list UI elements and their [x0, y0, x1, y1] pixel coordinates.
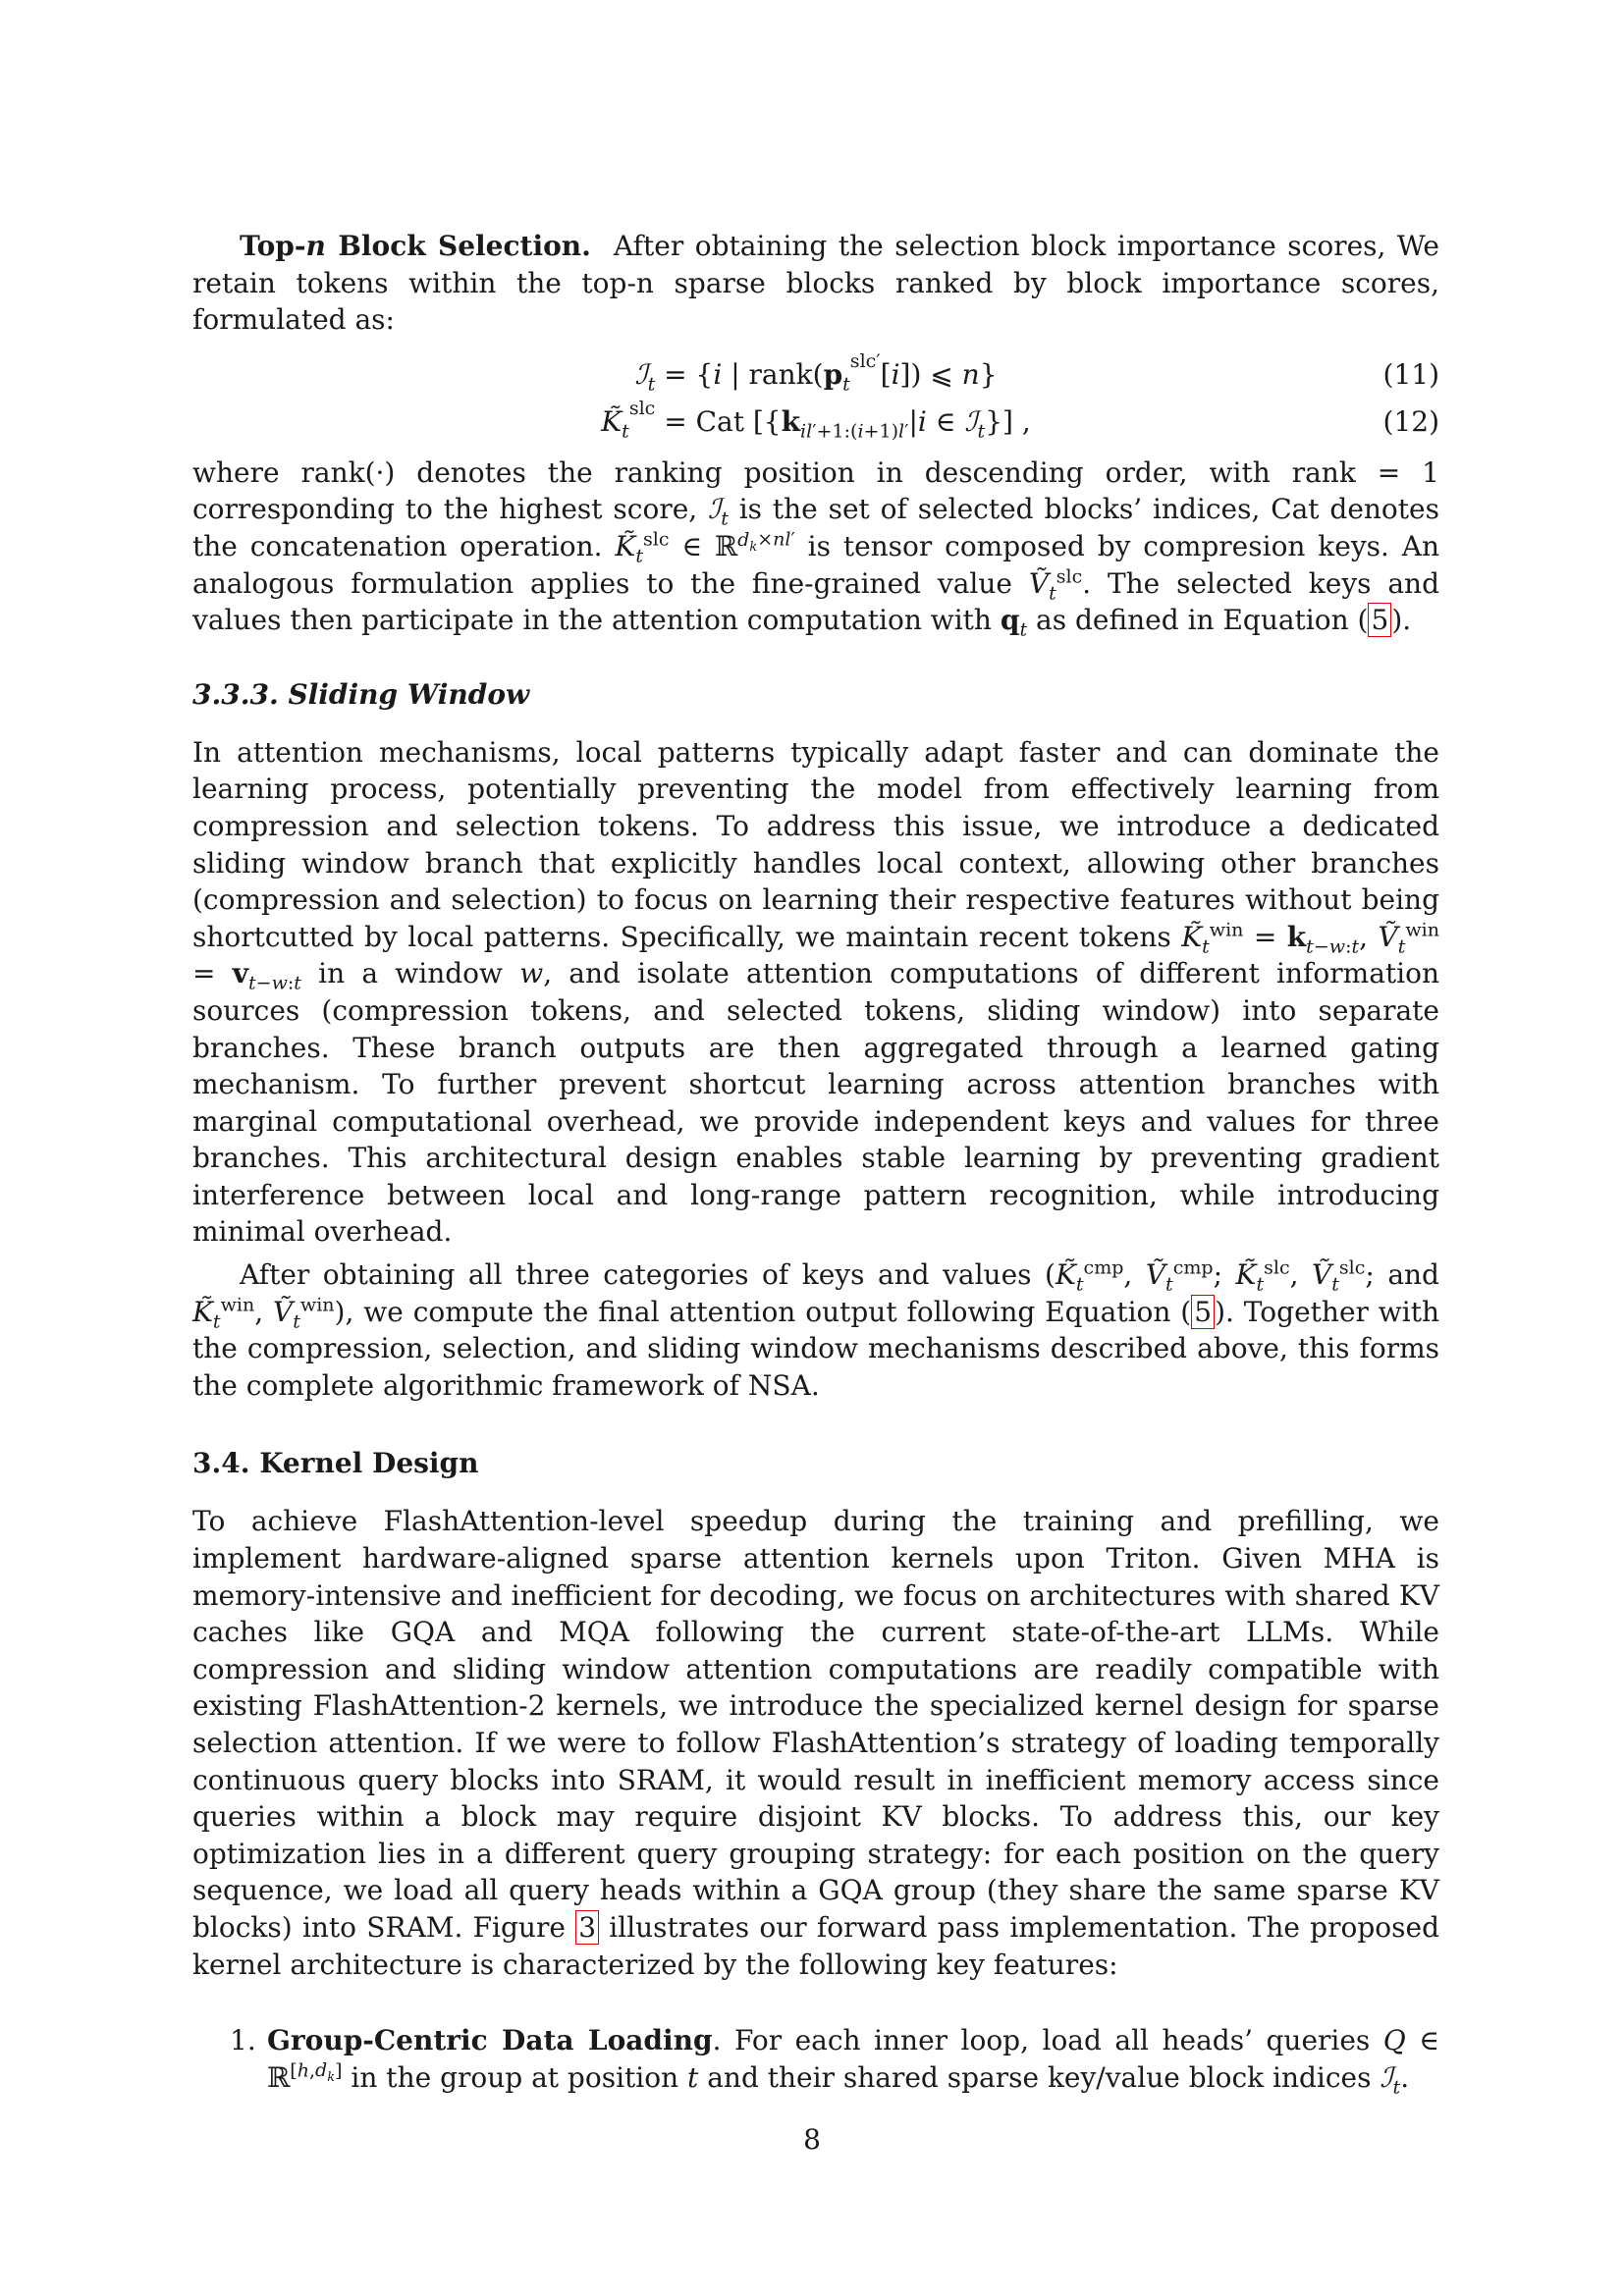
top-n-intro: After obtaining the selection block importance scores, We retain tokens within the top-n sparse blocks ranked by block importance scores, formulated as: [192, 230, 1439, 337]
categories-text-c: . Together with the compression, selection, and sliding window mechanisms described above, this forms the complete algorithmic framework of NSA. [192, 1295, 1439, 1402]
equation-5-link-2[interactable]: 5 [1191, 1295, 1215, 1329]
list-item-title: Group-Centric Data Loading [267, 2024, 713, 2057]
list-item-text-a: . For each inner loop, load all heads’ queries [712, 2024, 1371, 2057]
equation-12-number: (12) [1382, 404, 1439, 438]
section-3-4-heading: 3.4. Kernel Design [192, 1447, 479, 1480]
sliding-window-paragraph: In attention mechanisms, local patterns typically adapt faster and can dominate the learning process, potentially preventing the model from effectively learning from compression and selection tokens. To address this issue, we introduce a dedicated sliding window branch that explicitly handles local context, allowing other branches (compression and selection) to focus on learning their respective features without being shortcutted by local patterns. Specifically, we maintain recent tokens $K̃_t^{win} = k_{t-w:t}$, Ṽ$_t^{win}$ = $v_{t-w:t}$ in a window w, and isolate attention computations of different information sources (compression tokens, and selected tokens, sliding window) into separate branches. These branch outputs are then aggregated through a learned gating mechanism. To further prevent shortcut learning across attention branches with marginal computational overhead, we provide independent keys and values for three branches. This architectural design enables stable learning by preventing gradient interference between local and long-range pattern recognition, while introducing minimal overhead. [192, 735, 1439, 1249]
top-n-paragraph [192, 228, 1439, 339]
equation-11-number: (11) [1382, 357, 1439, 391]
text-attention-computation: . The selected keys and values then participate in the attention computation with [192, 566, 1439, 637]
paper-page [192, 228, 1440, 2099]
list-item-text-c: and their shared sparse key/value block indices [707, 2060, 1372, 2094]
equation-12 [192, 392, 1439, 460]
sliding-text-c: , and isolate attention computations of different information sources (compression tokens, and selected tokens, sliding window) into separate branches. These branch outputs are then aggregated through a learned gating mechanism. To further prevent shortcut learning across attention branches with marginal computational overhead, we provide independent keys and values for three branches. This architectural design enables stable learning by preventing gradient interference between local and long-range pattern recognition, while introducing minimal overhead. [192, 957, 1439, 1249]
figure-3-link[interactable]: 3 [575, 1910, 599, 1945]
list-item-text-b: in the group at position [351, 2060, 679, 2094]
text-as-defined: as defined in Equation [1036, 604, 1349, 637]
sliding-text-a: In attention mechanisms, local patterns typically adapt faster and can dominate the learning process, potentially preventing the model from effectively learning from compression and selection tokens. To address this issue, we introduce a dedicated sliding window branch that explicitly handles local context, allowing other branches (compression and selection) to focus on learning their respective features without being shortcutted by local patterns. Specifically, we maintain recent tokens [192, 735, 1439, 953]
kernel-text-b: illustrates our forward pass implementation. The proposed kernel architecture is characterized by the following key features: [192, 1910, 1439, 1981]
kernel-design-paragraph [192, 1503, 1439, 1983]
sliding-text-b: in a window [318, 957, 503, 990]
text-selected-blocks: is the set of selected blocks’ indices, Cat denotes the concatenation operation. [192, 493, 1439, 562]
list-item-number: 1. [230, 2024, 256, 2057]
page-number: 8 [803, 2123, 821, 2156]
equation-12-body: $K̃_t^{slc}$ = Cat [{$k_{il'+1:(i+1)l'}|i$ ∈ ℐ$_t$}] , [601, 398, 1031, 443]
categories-text-a: After obtaining all three categories of keys and values ( [240, 1258, 1056, 1292]
selection-explanation-paragraph: where rank(·) denotes the ranking position in descending order, with rank = 1 corresponding to the highest score, ℐ$_t$ is the set of selected blocks’ indices, Cat denotes the concatenation operation. $K̃_t^{slc}$ ∈ ℝ$^{d_k\times nl'}$ is tensor composed by compresion keys. An analogous formulation applies to the fine-grained value Ṽ$_t^{slc}$. The selected keys and values then participate in the attention computation with $q_t$ as defined in Equation ( 5 ). [192, 455, 1440, 641]
three-categories-paragraph: After obtaining all three categories of keys and values ($K̃_t^{cmp}$, Ṽ$_t^{cmp}$; $K̃_t^{slc}$, Ṽ$_t^{slc}$; and $K̃_t^{win}$, Ṽ$_t^{win}$), we compute the final attention output following Equation ( 5 ). Together with the compression, selection, and sliding window mechanisms described above, this forms the complete algorithmic framework of NSA. [192, 1256, 1439, 1402]
text-rank-definition: where rank(·) denotes the ranking position in descending order, with rank = 1 corresponding to the highest score, [192, 455, 1439, 526]
list-item: 1. Group-Centric Data Loading. For each inner loop, load all heads’ queries Q ∈ ℝ[h,dk] in the group at position t and their shared sparse key/value block indices ℐ$_t$. [230, 2024, 1439, 2099]
text-tensor-composed: is tensor composed by compresion keys. An analogous formulation applies to the fine-grained value [192, 529, 1440, 600]
top-n-heading: Top-n Block Selection. [240, 230, 591, 262]
equation-5-link[interactable]: 5 [1368, 603, 1391, 637]
equation-11-body: ℐ$_t$ = {i | $rank(p_t^{slc'}[i])$ ⩽ n} [634, 350, 998, 396]
section-3-3-3-heading: 3.3.3. Sliding Window [192, 677, 530, 711]
kernel-text-a: To achieve FlashAttention-level speedup during the training and prefilling, we implement hardware-aligned sparse attention kernels upon Triton. Given MHA is memory-intensive and inefficient for decoding, we focus on architectures with shared KV caches like GQA and MQA following the current state-of-the-art LLMs. While compression and sliding window attention computations are readily compatible with existing FlashAttention-2 kernels, we introduce the specialized kernel design for sparse selection attention. If we were to follow FlashAttention’s strategy of loading temporally continuous query blocks into SRAM, it would result in inefficient memory access since queries within a block may require disjoint KV blocks. To address this, our key optimization lies in a different query grouping strategy: for each position on the query sequence, we load all query heads within a GQA group (they share the same sparse KV blocks) into SRAM. Figure [192, 1505, 1439, 1944]
categories-text-b: ), we compute the final attention output following Equation [334, 1295, 1171, 1328]
